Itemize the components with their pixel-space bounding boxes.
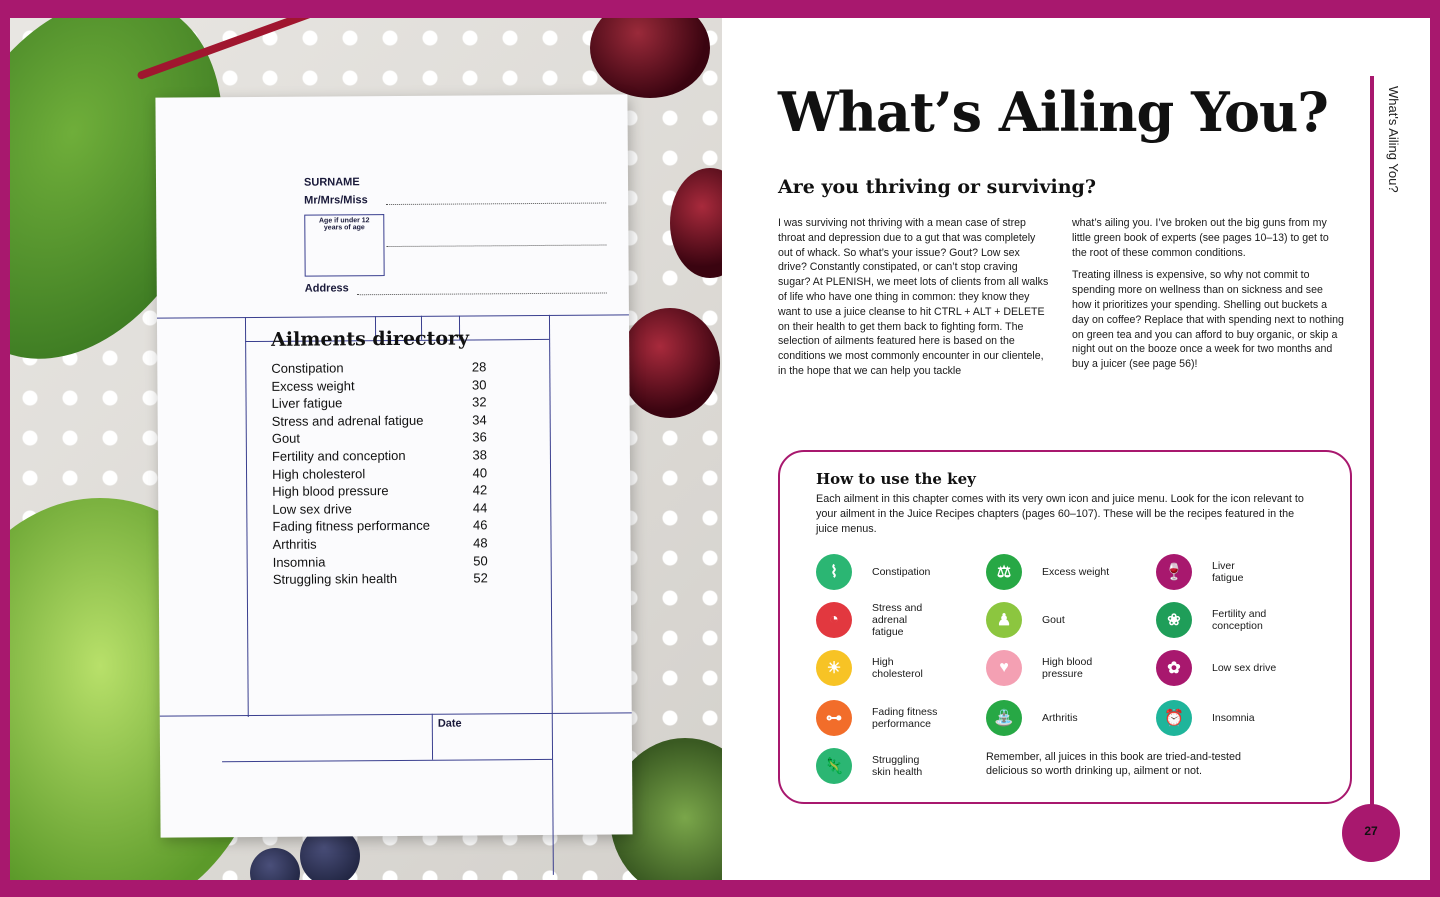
key-note: Remember, all juices in this book are tried-and-tested delicious so worth drinking up, ailment or not. (986, 751, 1242, 777)
body-column-1 (778, 216, 1050, 387)
right-page (722, 18, 1430, 880)
key-label: High blood pressure (1042, 656, 1093, 680)
directory-list (271, 358, 488, 588)
key-item-excess-weight (986, 554, 1122, 590)
cherry (620, 308, 720, 418)
heart-icon: ♥ (986, 650, 1022, 686)
directory-row (272, 482, 487, 501)
surname-label: SURNAME (303, 176, 360, 189)
dumbbell-icon: ⊶ (816, 700, 852, 736)
key-item-fitness (816, 700, 942, 736)
key-item-blood-pressure (986, 650, 1102, 686)
form-rule (160, 712, 632, 716)
ailment-page: 42 (472, 482, 488, 498)
bowel-icon: ⌇ (816, 554, 852, 590)
key-title: How to use the key (816, 470, 976, 488)
ailment-name: Low sex drive (272, 501, 352, 517)
ailment-name: Excess weight (271, 377, 355, 394)
address-dotted-line (357, 293, 607, 296)
directory-row (273, 552, 488, 571)
cherry (670, 168, 722, 278)
key-item-gout (986, 602, 1122, 638)
scale-icon: ⚖ (986, 554, 1022, 590)
ailment-name: High cholesterol (271, 465, 366, 482)
key-label: Excess weight (1042, 566, 1110, 578)
directory-row (272, 394, 487, 413)
lotus-icon: ❀ (1156, 602, 1192, 638)
medical-form-card (155, 94, 632, 837)
ailment-page: 40 (472, 464, 488, 481)
key-item-stress (816, 602, 932, 638)
directory-row (272, 464, 487, 483)
key-label: Insomnia (1212, 712, 1255, 724)
icon-key-box (778, 450, 1352, 804)
ailment-name: Gout (271, 431, 301, 447)
directory-row (272, 499, 487, 518)
key-description: Each ailment in this chapter comes with its very own icon and juice menu. Look for the icon relevant to your ailment in the Juice Recipes chapters (pages 60–107). These will be the recipes featured in the juice menus. (816, 493, 1304, 535)
ailment-name: Insomnia (272, 554, 326, 570)
directory-row (272, 411, 487, 430)
address-label: Address (304, 282, 349, 295)
key-label: Constipation (872, 566, 931, 578)
ailment-page: 32 (472, 394, 487, 410)
ailment-name: Fading fitness performance (272, 518, 431, 535)
ailment-name: Arthritis (272, 536, 317, 552)
key-label: Arthritis (1042, 712, 1078, 724)
ailment-page: 28 (471, 359, 487, 375)
key-item-fertility (1156, 602, 1282, 638)
left-page-photo (10, 18, 722, 880)
ailment-name: Constipation (271, 360, 344, 376)
key-label: Stress and adrenal fatigue (872, 602, 923, 638)
form-rule (157, 314, 629, 318)
key-item-low-sex-drive (1156, 650, 1292, 686)
ailment-page: 44 (472, 500, 488, 516)
ailment-page: 52 (473, 570, 488, 586)
ailment-page: 46 (472, 517, 488, 533)
wine-glass-icon: 🍷 (1156, 554, 1192, 590)
drooping-flower-icon: ✿ (1156, 650, 1192, 686)
directory-row (272, 446, 487, 465)
page-number: 27 (1364, 824, 1378, 838)
key-item-skin (816, 748, 932, 784)
alarm-clock-icon: ⏰ (1156, 700, 1192, 736)
ailment-name: Stress and adrenal fatigue (271, 412, 424, 429)
directory-row (272, 534, 487, 553)
cherry (590, 18, 710, 98)
ailment-name: High blood pressure (272, 483, 389, 500)
key-label: High cholesterol (872, 656, 923, 680)
foot-icon: ♟ (986, 602, 1022, 638)
key-item-insomnia (1156, 700, 1292, 736)
ailment-page: 30 (471, 376, 487, 393)
title-dotted-line (386, 203, 606, 206)
sun-icon: ☀ (816, 650, 852, 686)
ailment-page: 36 (472, 429, 487, 445)
key-item-liver-fatigue (1156, 554, 1262, 590)
key-label: Fading fitness performance (872, 706, 938, 730)
key-label: Fertility and conception (1212, 608, 1267, 632)
page-title: What’s Ailing You? (778, 80, 1328, 144)
key-item-arthritis (986, 700, 1122, 736)
title-label: Mr/Mrs/Miss (304, 194, 368, 207)
age-box (304, 214, 384, 277)
watering-can-icon: ⛲ (986, 700, 1022, 736)
body-paragraph: I was surviving not thriving with a mean case of strep throat and depression due to a gut that was completely out of whack. So what’s your issue? Gout? Low sex drive? Constantly constipated, or can’t stop craving sugar? At PLENISH, we meet lots of clients from all walks of life who have one thing in common: they know they want to use a juice cleanse to hit CTRL + ALT + DELETE on their health to get them back to fighting form. The selection of ailments featured here is based on the conditions we most commonly encounter in our clientele, in the hope that we can help you tackle (778, 217, 1049, 377)
directory-title: Ailments directory (271, 327, 470, 351)
key-label: Gout (1042, 614, 1065, 626)
key-label: Struggling skin health (872, 754, 923, 778)
lizard-icon: 🦎 (816, 748, 852, 784)
date-label: Date (437, 717, 462, 730)
ailment-name: Liver fatigue (271, 395, 343, 412)
ailment-page: 50 (473, 552, 488, 568)
form-rule (245, 317, 249, 717)
age-dotted-line (386, 245, 606, 248)
key-item-constipation (816, 554, 952, 590)
ailment-page: 48 (473, 535, 488, 551)
form-rule (432, 714, 433, 760)
gauge-icon: ◔ (816, 602, 852, 638)
directory-row (271, 376, 486, 395)
key-label: Low sex drive (1212, 662, 1277, 674)
directory-row (271, 358, 486, 377)
form-rule (549, 315, 554, 875)
body-column-2 (1072, 216, 1344, 380)
directory-row (272, 517, 487, 536)
page-edge-rule (1370, 76, 1374, 824)
body-paragraph: Treating illness is expensive, so why not commit to spending more on wellness than on sickness and see how it prioritizes your spending. Shelling out buckets a day on coffee? Replace that with spending next to nothing on green tea and you can afford to buy organic, or skip a night out on the booze once a week for two months and buy a juicer (see page 56)! (1072, 269, 1344, 371)
running-head: What's Ailing You? (1386, 86, 1401, 193)
ailment-name: Fertility and conception (271, 447, 406, 464)
section-subtitle: Are you thriving or surviving? (778, 176, 1096, 198)
ailment-page: 34 (472, 412, 487, 428)
body-paragraph: what’s ailing you. I’ve broken out the big guns from my little green book of experts (see pages 10–13) to get to the root of these common conditions. (1072, 217, 1329, 259)
form-rule (222, 759, 552, 762)
directory-row (273, 569, 488, 588)
key-label: Liver fatigue (1212, 560, 1244, 584)
directory-row (272, 429, 487, 448)
age-label: Age if under 12 years of age (318, 217, 370, 232)
blueberry (250, 848, 300, 880)
key-item-cholesterol (816, 650, 932, 686)
ailment-name: Struggling skin health (272, 571, 398, 587)
ailment-page: 38 (472, 447, 487, 463)
